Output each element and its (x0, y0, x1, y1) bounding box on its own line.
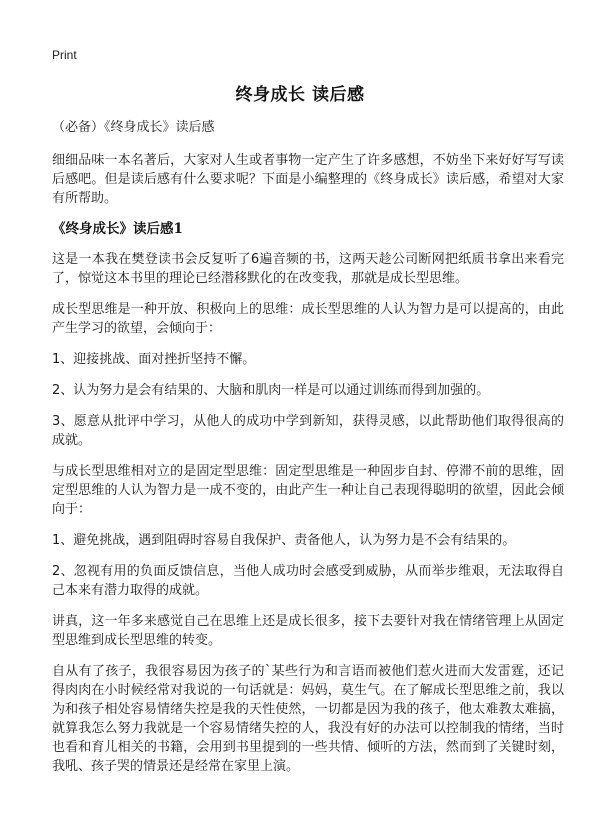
paragraph-6: 与成长型思维相对立的是固定型思维：固定型思维是一种固步自封、停滞不前的思维，固定型思维的人认为智力是一成不变的，由此产生一种让自己表现得聪明的欲望，因此会倾向于： (52, 464, 564, 517)
paragraph-8: 2、忽视有用的负面反馈信息，当他人成功时会感受到威胁，从而举步维艰，无法取得自己本来有潜力取得的成就。 (52, 564, 564, 598)
paragraph-7: 1、避免挑战，遇到阻碍时容易自我保护、责备他人，认为努力是不会有结果的。 (52, 533, 516, 548)
paragraph-1: 这是一本我在樊登读书会反复听了6遍音频的书，这两天趁公司断网把纸质书拿出来看完了，惊觉这本书里的理论已经潜移默化的在改变我，那就是成长型思维。 (52, 252, 564, 286)
paragraph-5: 3、愿意从批评中学习，从他人的成功中学到新知，获得灵感，以此帮助他们取得很高的成就。 (52, 414, 564, 448)
section-heading: 《终身成长》读后感1 (52, 221, 183, 237)
document-subtitle: （必备）《终身成长》读后感 (52, 120, 215, 135)
print-link[interactable]: Print (52, 48, 77, 62)
paragraph-10: 自从有了孩子，我很容易因为孩子的`某些行为和言语而被他们惹火进而大发雷霆，还记得肉肉在小时候经常对我说的一句话就是：妈妈，莫生气。在了解成长型思维之前，我以为和孩子相处容易情绪失控是我的天性使然，一切都是因为我的孩子，他太难教太难搞，就算我怎么努力我就是一个容易情绪失控的人，我没有好的办法可以控制我的情绪，当时也看和育儿相关的书籍，会用到书里提到的一些共情、倾听的方法，然而到了关键时刻，我吼、孩子哭的情景还是经常在家里上演。 (52, 664, 564, 774)
paragraph-3: 1、迎接挑战、面对挫折坚持不懈。 (52, 352, 256, 367)
paragraph-2: 成长型思维是一种开放、积极向上的思维：成长型思维的人认为智力是可以提高的，由此产生学习的欲望，会倾向于： (52, 302, 564, 336)
intro-paragraph: 细细品味一本名著后，大家对人生或者事物一定产生了许多感想，不妨坐下来好好写写读后感吧。但是读后感有什么要求呢？下面是小编整理的《终身成长》读后感，希望对大家有所帮助。 (52, 153, 564, 206)
document-body (52, 118, 564, 788)
paragraph-4: 2、认为努力是会有结果的、大脑和肌肉一样是可以通过训练而得到加强的。 (52, 383, 490, 398)
paragraph-9: 讲真，这一年多来感觉自己在思维上还是成长很多，接下去要针对我在情绪管理上从固定型思维到成长型思维的转变。 (52, 614, 564, 648)
document-title: 终身成长 读后感 (235, 85, 365, 105)
